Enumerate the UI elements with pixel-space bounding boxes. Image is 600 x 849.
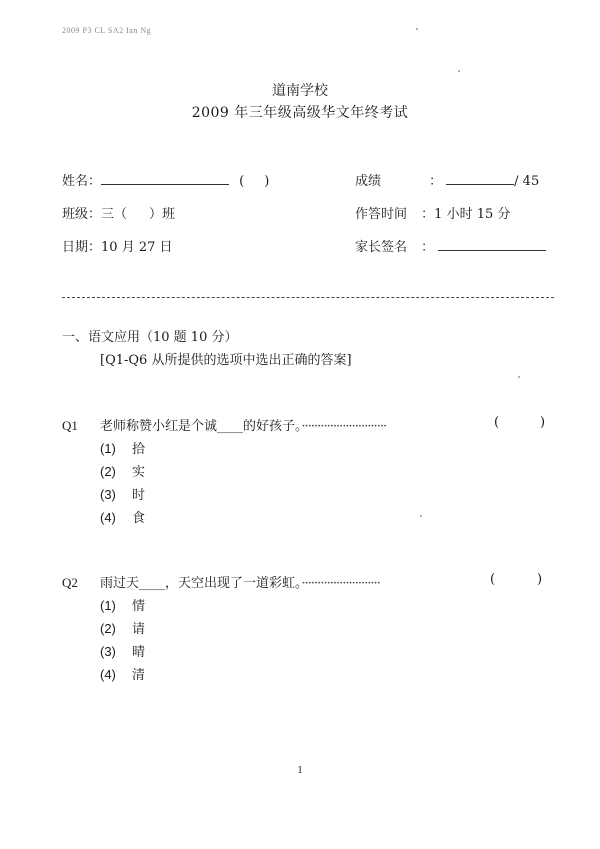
option-number: (3) [100, 644, 116, 659]
answer-box-q2[interactable] [498, 570, 532, 588]
section-title: 一、语文应用（10 题 10 分） [62, 330, 238, 345]
question-number: Q1 [62, 418, 78, 433]
option-q2-1 [100, 595, 145, 614]
header-note: 2009 P3 CL SA2 Ian Ng [62, 26, 152, 35]
option-text: 情 [132, 599, 146, 614]
name-paren-open: ( [239, 174, 245, 189]
question-text: 雨过天____，天空出现了一道彩虹。 [100, 576, 302, 591]
option-number: (3) [100, 487, 116, 502]
option-q1-4 [100, 507, 145, 526]
answer-paren-open: ( [490, 572, 496, 587]
scan-speck [420, 515, 422, 517]
option-text: 时 [132, 488, 146, 503]
parent-sign-blank[interactable] [438, 240, 546, 251]
answer-paren-close: ) [540, 415, 546, 430]
page-number: 1 [297, 764, 303, 776]
class-suffix: ）班 [149, 207, 176, 222]
option-text: 拾 [132, 442, 146, 457]
option-number: (1) [100, 598, 116, 613]
school-name: 道南学校 [272, 83, 328, 99]
option-number: (2) [100, 621, 116, 636]
question-q2 [62, 572, 380, 591]
option-q2-4 [100, 664, 145, 683]
scan-speck [458, 70, 460, 72]
section-instructions: [Q1-Q6 从所提供的选项中选出正确的答案] [100, 353, 352, 368]
name-blank[interactable] [101, 174, 229, 185]
date-label: 日期： [62, 240, 102, 255]
leader-dots: ························· [301, 576, 380, 591]
time-colon: ： [421, 207, 435, 222]
time-field [355, 203, 510, 222]
option-q2-2 [100, 618, 145, 637]
score-colon: ： [429, 174, 443, 189]
score-blank[interactable] [446, 174, 514, 185]
name-label: 姓名： [62, 174, 102, 189]
option-q1-3 [100, 484, 145, 503]
exam-title: 2009 年三年级高级华文年终考试 [191, 105, 409, 121]
option-number: (4) [100, 510, 116, 525]
class-field [62, 203, 175, 222]
answer-paren-open: ( [494, 415, 500, 430]
question-text: 老师称赞小红是个诚____的好孩子。 [100, 419, 302, 434]
question-number: Q2 [62, 575, 78, 590]
option-text: 食 [132, 511, 146, 526]
parent-sign-field [355, 236, 546, 255]
date-field [62, 236, 173, 255]
score-field [355, 170, 539, 189]
scan-speck [416, 28, 418, 30]
option-number: (4) [100, 667, 116, 682]
option-text: 实 [132, 465, 146, 480]
name-field [62, 170, 269, 189]
date-value: 10 月 27 日 [101, 240, 173, 255]
score-label: 成绩 [355, 174, 382, 189]
class-label: 班级：三（ [62, 207, 128, 222]
question-q1 [62, 415, 386, 434]
parent-sign-label: 家长签名 [355, 240, 408, 255]
answer-paren-close: ) [537, 572, 543, 587]
time-label: 作答时间 [355, 207, 408, 222]
option-q2-3 [100, 641, 145, 660]
option-text: 请 [132, 622, 146, 637]
leader-dots: ··························· [301, 419, 387, 434]
option-q1-1 [100, 438, 145, 457]
parent-sign-colon: ： [421, 240, 435, 255]
name-paren-close: ) [264, 174, 270, 189]
option-number: (2) [100, 464, 116, 479]
option-text: 晴 [132, 645, 146, 660]
answer-box-q1[interactable] [502, 413, 536, 431]
section-divider [62, 297, 554, 298]
option-q1-2 [100, 461, 145, 480]
option-number: (1) [100, 441, 116, 456]
scan-speck [518, 376, 520, 378]
time-value: 1 小时 15 分 [434, 207, 511, 222]
score-total: / 45 [514, 174, 540, 189]
option-text: 清 [132, 668, 146, 683]
